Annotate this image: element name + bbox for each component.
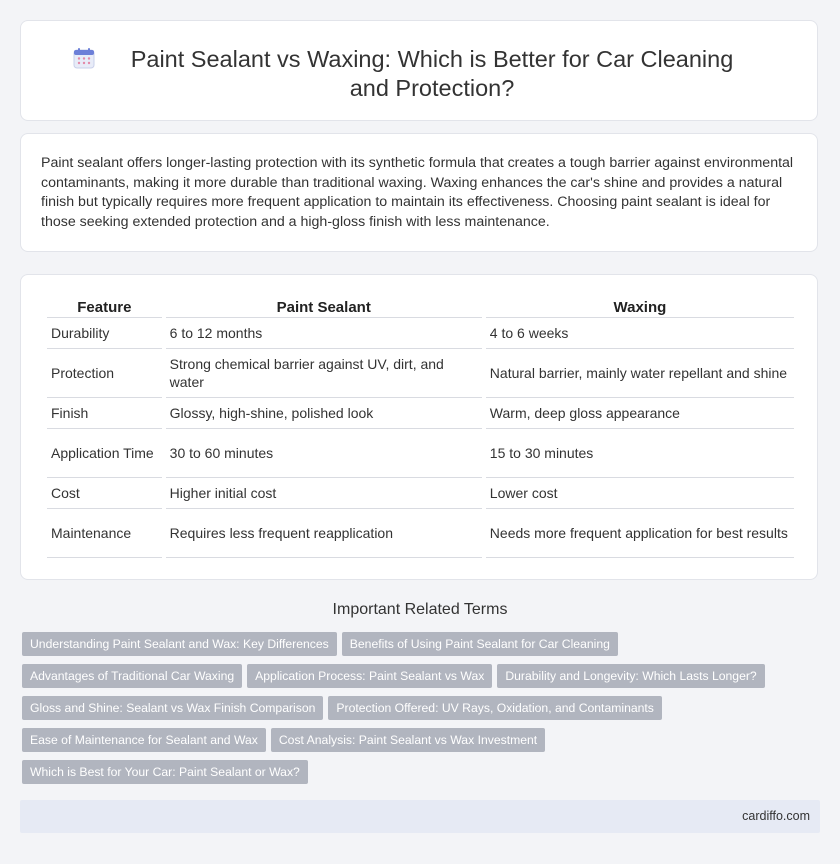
related-terms-list: [22, 632, 802, 792]
table-cell: Durability: [47, 318, 162, 349]
term-row: [22, 632, 802, 664]
table-row: [47, 349, 794, 398]
table-header-row: [47, 297, 794, 318]
table-row: [47, 398, 794, 429]
table-row: [47, 318, 794, 349]
table-cell: Protection: [47, 349, 162, 398]
related-term-tag[interactable]: Benefits of Using Paint Sealant for Car Cleaning: [342, 632, 618, 656]
table-cell: Needs more frequent application for best results: [486, 509, 794, 558]
table-cell: Requires less frequent reapplication: [166, 509, 482, 558]
related-terms-heading: Important Related Terms: [332, 601, 508, 618]
page-title: Paint Sealant vs Waxing: Which is Better for Car Cleaning and Protection?: [130, 46, 734, 101]
table-cell: Maintenance: [47, 509, 162, 558]
table-cell: 6 to 12 months: [166, 318, 482, 349]
related-term-tag[interactable]: Application Process: Paint Sealant vs Wax: [247, 664, 492, 688]
footer-site-link[interactable]: cardiffo.com: [742, 809, 810, 823]
table-cell: Application Time: [47, 429, 162, 478]
term-row: [22, 664, 802, 696]
related-term-tag[interactable]: Protection Offered: UV Rays, Oxidation, and Contaminants: [328, 696, 662, 720]
related-term-tag[interactable]: Understanding Paint Sealant and Wax: Key Differences: [22, 632, 337, 656]
table-row: [47, 478, 794, 509]
term-row: [22, 760, 802, 792]
summary-paragraph: Paint sealant offers longer-lasting protection with its synthetic formula that creates a tough barrier against environmental contaminants, making it more durable than traditional waxing. Waxing enhances the car's shine and provides a natural finish but typically requires more frequent application to maintain its effectiveness. Choosing paint sealant is ideal for those seeking extended protection and a high-gloss finish with less maintenance.: [41, 155, 794, 230]
table-cell: 30 to 60 minutes: [166, 429, 482, 478]
term-row: [22, 728, 802, 760]
related-term-tag[interactable]: Ease of Maintenance for Sealant and Wax: [22, 728, 266, 752]
table-cell: Cost: [47, 478, 162, 509]
footer-bar: [20, 800, 820, 833]
table-cell: Lower cost: [486, 478, 794, 509]
column-header-paint-sealant: Paint Sealant: [166, 297, 482, 318]
table-cell: 4 to 6 weeks: [486, 318, 794, 349]
table-cell: Finish: [47, 398, 162, 429]
comparison-table-card: [20, 274, 818, 580]
column-header-feature: Feature: [47, 297, 162, 318]
related-term-tag[interactable]: Gloss and Shine: Sealant vs Wax Finish Comparison: [22, 696, 323, 720]
table-cell: Warm, deep gloss appearance: [486, 398, 794, 429]
title-card: [20, 20, 818, 121]
table-cell: Higher initial cost: [166, 478, 482, 509]
table-cell: Strong chemical barrier against UV, dirt, and water: [166, 349, 482, 398]
table-row: [47, 429, 794, 478]
summary-card: [20, 133, 818, 252]
related-term-tag[interactable]: Advantages of Traditional Car Waxing: [22, 664, 242, 688]
related-term-tag[interactable]: Durability and Longevity: Which Lasts Longer?: [497, 664, 764, 688]
related-term-tag[interactable]: Which is Best for Your Car: Paint Sealant or Wax?: [22, 760, 308, 784]
table-cell: 15 to 30 minutes: [486, 429, 794, 478]
table-cell: Glossy, high-shine, polished look: [166, 398, 482, 429]
term-row: [22, 696, 802, 728]
related-term-tag[interactable]: Cost Analysis: Paint Sealant vs Wax Investment: [271, 728, 545, 752]
column-header-waxing: Waxing: [486, 297, 794, 318]
comparison-table: [43, 297, 798, 558]
table-cell: Natural barrier, mainly water repellant and shine: [486, 349, 794, 398]
table-row: [47, 509, 794, 558]
